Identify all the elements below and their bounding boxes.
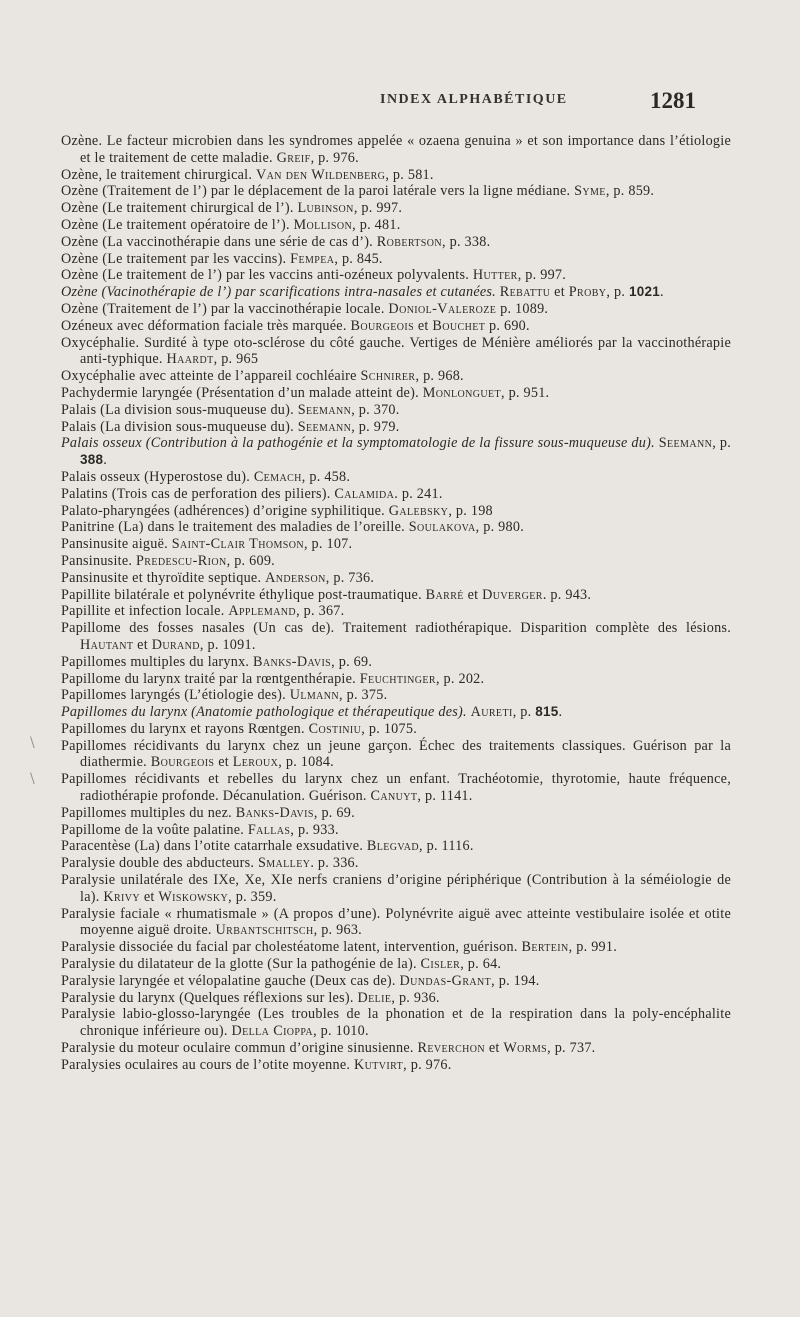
entry-author: Aureti (470, 704, 513, 721)
margin-mark: \ (30, 735, 35, 751)
entry-title-italic: Papillomes du larynx (Anatomie pathologique et thérapeutique des). (61, 704, 467, 721)
page-number: 1281 (650, 88, 696, 113)
page-header (0, 88, 800, 118)
entry-author: Cisler (420, 956, 461, 973)
entry-text: Papillomes multiples du larynx. (61, 653, 250, 670)
entry-author: Saint-Clair Thomson (171, 536, 304, 553)
entry-text: Palato-pharyngées (adhérences) d’origine syphilitique. (61, 502, 385, 519)
index-entry (61, 267, 731, 284)
index-entry (61, 519, 731, 536)
entry-author: Fempea (290, 250, 335, 267)
index-entry (61, 1006, 731, 1040)
entry-page-ref: , p. 845. (334, 250, 383, 267)
entry-text: et (485, 1040, 504, 1057)
entry-page-ref: , p. 979. (351, 418, 400, 435)
entry-author: Galebsky (388, 502, 449, 519)
entry-page-ref: , p. 1091. (199, 636, 256, 653)
index-entry (61, 956, 731, 973)
entry-text: Papillome du larynx traité par la rœntgenthérapie. (61, 670, 356, 687)
entry-text: Papillome de la voûte palatine. (61, 821, 245, 838)
entry-text: Panitrine (La) dans le traitement des maladies de l’oreille. (61, 519, 405, 536)
entry-page-ref: , p. 481. (352, 216, 401, 233)
entry-author: Mollison (293, 216, 353, 233)
entry-page-ref: . p. 943. (542, 586, 592, 603)
entry-author: Hautant (80, 636, 134, 653)
entry-page-ref: , p. 370. (351, 401, 400, 418)
entry-author: Proby (568, 284, 607, 301)
index-entry (61, 368, 731, 385)
entry-page-ref: , p. 338. (442, 233, 491, 250)
entry-page-ref: , p. 1084. (278, 754, 334, 771)
index-entry-list (61, 133, 731, 1074)
index-entry (61, 217, 731, 234)
entry-page-ref: , p. 933. (290, 821, 339, 838)
entry-author: Robertson (376, 233, 443, 250)
entry-page-ref: , p. 202. (435, 670, 485, 687)
entry-author: Syme (574, 183, 606, 200)
entry-author: Monlonguet (422, 384, 501, 401)
index-entry (61, 939, 731, 956)
entry-page-ref: , p. 69. (331, 653, 373, 670)
entry-author: Anderson (265, 569, 326, 586)
entry-text: Paralysies oculaires au cours de l’otite moyenne. (61, 1056, 351, 1073)
entry-page-bold: 1021 (628, 284, 660, 300)
entry-text: Oxycéphalie avec atteinte de l’appareil cochléaire (61, 368, 357, 385)
entry-author: Applemand (228, 603, 297, 620)
entry-author: Greif (276, 149, 311, 166)
entry-author: Delie (357, 989, 392, 1006)
index-entry (61, 906, 731, 940)
entry-text: Paralysie dissociée du facial par cholestéatome latent, intervention, guérison. (61, 939, 518, 956)
entry-text: Ozène. Le facteur microbien dans les syndromes appelée « ozaena genuina » et son importance dans l’étiologie et le traitement de cette maladie. (61, 133, 731, 166)
index-entry (61, 553, 731, 570)
entry-text: Ozène (Le traitement opératoire de l’). (61, 216, 290, 233)
entry-page-ref: . p. 241. (394, 485, 443, 502)
entry-text: Palais osseux (Hyperostose du). (61, 468, 251, 485)
entry-text: Paracentèse (La) dans l’otite catarrhale exsudative. (61, 838, 364, 855)
index-entry (61, 318, 731, 335)
entry-author: Schnirer (360, 368, 416, 385)
entry-text: . (659, 284, 664, 301)
entry-author: Soulakova (408, 519, 476, 536)
entry-author: Krivy (103, 888, 141, 905)
entry-text: Pansinusite. (61, 552, 133, 569)
entry-text: Paralysie du moteur oculaire commun d’origine sinusienne. (61, 1040, 414, 1057)
entry-text: Papillomes laryngés (L’étiologie des). (61, 687, 286, 704)
entry-title-italic: Ozène (Vacinothérapie de l’) par scarifications intra-nasales et cutanées. (61, 284, 496, 301)
index-entry (61, 251, 731, 268)
entry-text: Palatins (Trois cas de perforation des piliers). (61, 485, 331, 502)
entry-text: Palais (La division sous-muqueuse du). (61, 401, 294, 418)
entry-text: et (133, 636, 152, 653)
entry-page-ref: , p. 736. (325, 569, 375, 586)
index-entry (61, 183, 731, 200)
entry-text: et (414, 317, 433, 334)
index-entry (61, 1040, 731, 1057)
entry-text: Pansinusite aiguë. (61, 536, 168, 553)
entry-author: Bourgeois (350, 317, 415, 334)
index-entry (61, 200, 731, 217)
running-title: INDEX ALPHABÉTIQUE (380, 92, 568, 107)
entry-author: Leroux (232, 754, 279, 771)
entry-title-italic: Palais osseux (Contribution à la pathogénie et la symptomatologie de la fissure sous-muqueuse du). (61, 435, 655, 452)
entry-page-ref: , p. 963. (313, 922, 362, 939)
entry-author: Banks-Davis (235, 804, 314, 821)
entry-text: Ozène (Le traitement par les vaccins). (61, 250, 287, 267)
index-entry (61, 419, 731, 436)
entry-text: Ozène, le traitement chirurgical. (61, 166, 253, 183)
entry-author: Kutvirt (354, 1056, 404, 1073)
entry-author: Seemann (297, 401, 352, 418)
index-entry (61, 301, 731, 318)
entry-text: et (550, 284, 569, 301)
entry-author: Durand (151, 636, 200, 653)
entry-page-ref: , p. 609. (226, 552, 275, 569)
entry-page-ref: , p. 64. (460, 956, 502, 973)
entry-author: Wiskowsky (158, 888, 229, 905)
entry-text: Paralysie du dilatateur de la glotte (Sur la pathogénie de la). (61, 956, 417, 973)
entry-author: Costiniu (308, 720, 362, 737)
entry-page-ref: , p. 976. (310, 149, 359, 166)
index-entry (61, 1057, 731, 1074)
entry-author: Rebattu (499, 284, 551, 301)
entry-page-ref: , p. 107. (303, 536, 353, 553)
index-entry (61, 721, 731, 738)
index-entry (61, 654, 731, 671)
entry-text: Palais (La division sous-muqueuse du). (61, 418, 294, 435)
entry-page-ref: , p. 458. (301, 468, 351, 485)
index-entry (61, 486, 731, 503)
entry-page-ref: , p. 976. (403, 1056, 452, 1073)
index-entry (61, 284, 731, 301)
index-entry (61, 990, 731, 1007)
entry-text: Papillomes multiples du nez. (61, 804, 232, 821)
index-entry (61, 167, 731, 184)
entry-text: Paralysie faciale « rhumatismale » (A propos d’une). Polynévrite aiguë avec atteinte vestibulaire isolée et otite moyenne aiguë droite. (61, 905, 731, 939)
entry-author: Reverchon (417, 1040, 486, 1057)
entry-page-ref: , p. 991. (568, 939, 618, 956)
entry-text: Papillome des fosses nasales (Un cas de). Traitement radiothérapique. Disparition complète des lésions. (61, 620, 731, 637)
entry-author: Haardt (166, 351, 214, 368)
index-entry (61, 570, 731, 587)
entry-page-ref: , p. 581. (385, 166, 434, 183)
entry-page-bold: 815 (535, 704, 559, 720)
entry-author: Dundas-Grant (399, 972, 492, 989)
entry-text: . (103, 452, 108, 469)
entry-page-ref: , p. 968. (415, 368, 464, 385)
entry-author: Della Cioppa (231, 1023, 314, 1040)
entry-page-ref: , p. 965 (213, 351, 259, 368)
index-entry (61, 805, 731, 822)
entry-author: Seemann (658, 435, 713, 452)
entry-author: Hutter (472, 267, 518, 284)
entry-text: Paralysie laryngée et vélopalatine gauche (Deux cas de). (61, 972, 396, 989)
entry-page-ref: , p. 1116. (419, 838, 474, 855)
entry-text: Ozène (Traitement de l’) par la vaccinothérapie locale. (61, 300, 385, 317)
entry-text: Papillite et infection locale. (61, 603, 225, 620)
entry-page-ref: . p. 336. (310, 855, 359, 872)
entry-text: Papillomes récidivants du larynx chez un jeune garçon. Échec des traitements classiques. Guérison par la diathermie. (61, 737, 731, 771)
index-entry (61, 133, 731, 167)
index-entry (61, 587, 731, 604)
entry-page-ref: , p. (606, 284, 629, 301)
entry-author: Van den Wildenberg (255, 166, 386, 183)
entry-page-ref: , p. 1141. (417, 788, 473, 805)
index-entry (61, 671, 731, 688)
entry-text: Ozène (Le traitement de l’) par les vaccins anti-ozéneux polyvalents. (61, 267, 470, 284)
entry-text: Papillite bilatérale et polynévrite éthylique post-traumatique. (61, 586, 422, 603)
index-entry (61, 435, 731, 469)
entry-page-ref: p. 690. (485, 317, 530, 334)
index-entry (61, 771, 731, 805)
entry-page-ref: , p. 1075. (361, 720, 417, 737)
entry-text: Ozène (Le traitement chirurgical de l’). (61, 200, 294, 217)
entry-author: Urbantschitsch (215, 922, 314, 939)
index-entry (61, 738, 731, 772)
entry-author: Blegvad (366, 838, 419, 855)
entry-author: Calamida (334, 485, 395, 502)
entry-page-bold: 388 (80, 452, 104, 468)
index-entry (61, 335, 731, 369)
entry-page-ref: , p. 951. (500, 384, 550, 401)
index-entry (61, 385, 731, 402)
entry-author: Canuyt (370, 788, 418, 805)
entry-page-ref: , p. 359. (228, 888, 277, 905)
entry-text: Ozène (Traitement de l’) par le déplacement de la paroi latérale vers la ligne médiane. (61, 183, 571, 200)
entry-author: Smalley (257, 855, 311, 872)
entry-author: Duverger (482, 586, 543, 603)
index-entry (61, 620, 731, 654)
entry-author: Lubinson (297, 200, 354, 217)
entry-page-ref: , p. 198 (448, 502, 493, 519)
entry-text: . (558, 704, 563, 721)
entry-page-ref: , p. 1010. (313, 1023, 369, 1040)
entry-page-ref: , p. 375. (339, 687, 388, 704)
entry-text: Pansinusite et thyroïdite septique. (61, 569, 262, 586)
margin-mark: \ (30, 771, 35, 787)
index-entry (61, 234, 731, 251)
entry-page-ref: , p. 997. (517, 267, 567, 284)
entry-author: Predescu-Rion (135, 552, 227, 569)
entry-text: Papillomes récidivants et rebelles du larynx chez un enfant. Trachéotomie, thyrotomie, haute fréquence, radiothérapie profonde. Décanulation. Guérison. (61, 771, 731, 805)
entry-page-ref: , p. (712, 435, 732, 452)
index-entry (61, 536, 731, 553)
entry-text: Ozène (La vaccinothérapie dans une série de cas d’). (61, 233, 373, 250)
index-entry (61, 603, 731, 620)
entry-page-ref: , p. 936. (391, 989, 440, 1006)
index-entry (61, 855, 731, 872)
index-entry (61, 503, 731, 520)
index-entry (61, 402, 731, 419)
entry-text: Paralysie unilatérale des IXe, Xe, XIe nerfs craniens d’origine périphérique (Contribution à la séméiologie de la). (61, 872, 731, 905)
entry-page-ref: , p. 980. (475, 519, 524, 536)
entry-text: Paralysie du larynx (Quelques réflexions sur les). (61, 989, 354, 1006)
index-entry (61, 838, 731, 855)
entry-author: Cemach (253, 468, 302, 485)
entry-author: Ulmann (289, 687, 340, 704)
entry-author: Bouchet (432, 317, 486, 334)
index-entry (61, 704, 731, 721)
entry-page-ref: , p. 997. (353, 200, 403, 217)
entry-text: Papillomes du larynx et rayons Rœntgen. (61, 720, 305, 737)
entry-author: Seemann (297, 418, 352, 435)
entry-text: Paralysie labio-glosso-laryngée (Les troubles de la phonation et de la respiration dans la poly-encéphalite chronique inférieure ou). (61, 1006, 731, 1040)
entry-text: et (140, 888, 159, 905)
entry-author: Barré (425, 586, 464, 603)
entry-author: Bertein (521, 939, 569, 956)
entry-author: Worms (503, 1040, 548, 1057)
entry-text: Paralysie double des abducteurs. (61, 855, 255, 872)
entry-page-ref: , p. 859. (605, 183, 655, 200)
entry-text: et (214, 754, 233, 771)
entry-page-ref: , p. 367. (296, 603, 345, 620)
index-entry (61, 973, 731, 990)
entry-author: Doniol-Valeroze (388, 300, 497, 317)
entry-author: Banks-Davis (253, 653, 332, 670)
entry-page-ref: , p. 69. (313, 804, 355, 821)
index-entry (61, 872, 731, 906)
index-entry (61, 469, 731, 486)
entry-text: Ozéneux avec déformation faciale très marquée. (61, 317, 347, 334)
entry-page-ref: , p. 737. (547, 1040, 596, 1057)
entry-text: Pachydermie laryngée (Présentation d’un malade atteint de). (61, 384, 419, 401)
entry-page-ref: , p. (512, 704, 536, 721)
index-entry (61, 687, 731, 704)
index-entry (61, 822, 731, 839)
entry-page-ref: , p. 194. (491, 972, 540, 989)
entry-text: et (463, 586, 483, 603)
entry-author: Bourgeois (150, 754, 215, 771)
entry-page-ref: p. 1089. (496, 300, 549, 317)
entry-author: Feuchtinger (359, 670, 436, 687)
entry-text: Oxycéphalie. Surdité à type oto-sclérose du côté gauche. Vertiges de Ménière améliorés par la vaccinothérapie anti-typhique. (61, 334, 731, 368)
entry-author: Fallas (247, 821, 291, 838)
